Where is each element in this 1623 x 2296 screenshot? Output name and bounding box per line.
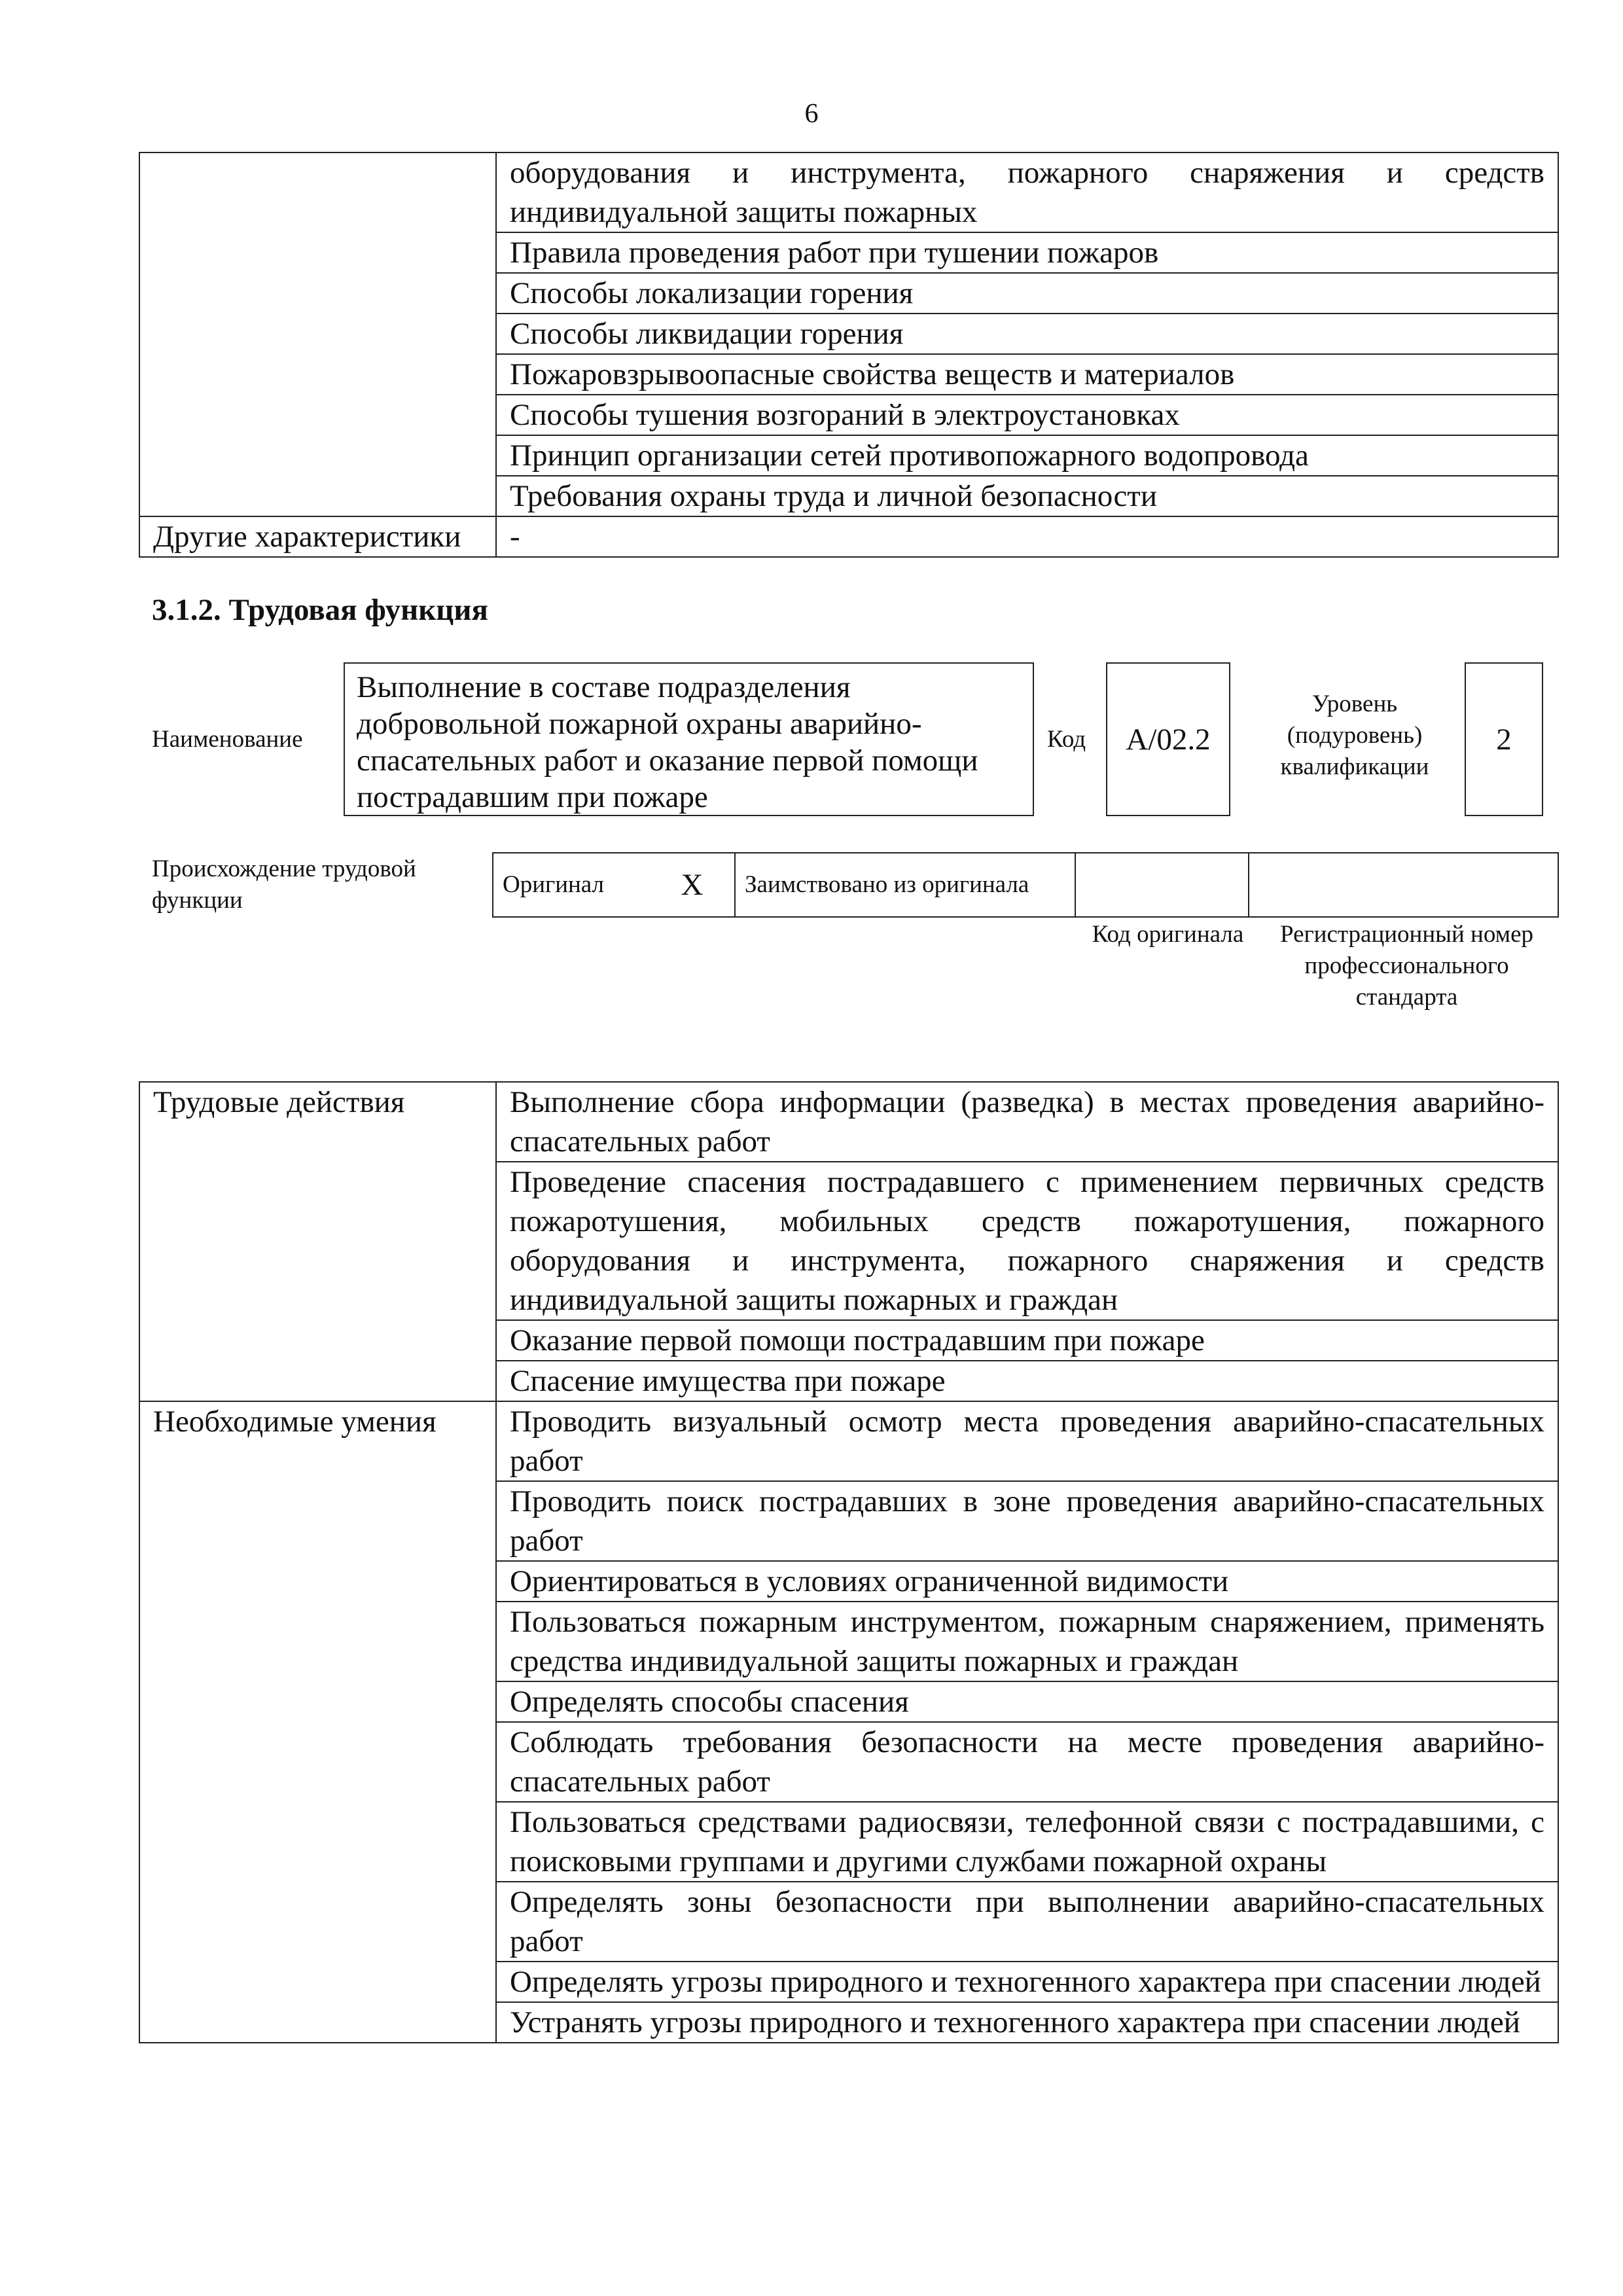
borrowed-label: Заимствовано из оригинала — [735, 853, 1075, 917]
skill-item: Определять зоны безопасности при выполнении аварийно-спасательных работ — [496, 1882, 1558, 1962]
labor-action-item: Проведение спасения пострадавшего с применением первичных средств пожаротушения, мобильных средств пожаротушения, пожарного оборудования и инструмента, пожарного снаряжения и средств индивидуальной защиты пожарных и граждан — [496, 1162, 1558, 1320]
section-heading: 3.1.2. Трудовая функция — [152, 593, 488, 627]
skill-item: Ориентироваться в условиях ограниченной видимости — [496, 1561, 1558, 1602]
name-label: Наименование — [152, 726, 303, 753]
skill-item: Пользоваться пожарным инструментом, пожарным снаряжением, применять средства индивидуальной защиты пожарных и граждан — [496, 1602, 1558, 1681]
labor-action-item: Спасение имущества при пожаре — [496, 1361, 1558, 1401]
function-name-box: Выполнение в составе подразделения добровольной пожарной охраны аварийно-спасательных работ и оказание первой помощи пострадавшим при пожаре — [344, 662, 1034, 816]
page-number: 6 — [804, 99, 819, 129]
other-characteristics-value: - — [496, 516, 1558, 557]
skill-item: Проводить визуальный осмотр места проведения аварийно-спасательных работ — [496, 1401, 1558, 1481]
original-mark: X — [650, 853, 735, 917]
original-code-cell — [1075, 853, 1249, 917]
knowledge-item: Требования охраны труда и личной безопасности — [496, 476, 1558, 516]
original-label: Оригинал — [493, 853, 650, 917]
skill-item: Проводить поиск пострадавших в зоне проведения аварийно-спасательных работ — [496, 1481, 1558, 1561]
knowledge-item: Правила проведения работ при тушении пожаров — [496, 232, 1558, 273]
code-label: Код — [1047, 726, 1086, 753]
origin-label: Происхождение трудовой функции — [152, 855, 416, 914]
knowledge-item: Способы тушения возгораний в электроустановках — [496, 395, 1558, 435]
labor-function-table — [139, 1081, 1559, 2043]
level-label-line: Уровень — [1311, 691, 1398, 717]
level-label-line: (подуровень) — [1287, 722, 1423, 749]
skill-item: Устранять угрозы природного и техногенного характера при спасении людей — [496, 2002, 1558, 2043]
skill-item: Пользоваться средствами радиосвязи, телефонной связи с пострадавшими, с поисковыми группами и другими службами пожарной охраны — [496, 1802, 1558, 1882]
registration-number-caption: Регистрационный номер профессионального стандарта — [1279, 921, 1533, 1011]
origin-table — [492, 852, 1559, 918]
level-label — [1260, 689, 1450, 783]
labor-action-item: Выполнение сбора информации (разведка) в местах проведения аварийно-спасательных работ — [496, 1082, 1558, 1162]
skill-item: Определять угрозы природного и техногенного характера при спасении людей — [496, 1962, 1558, 2002]
original-code-caption: Код оригинала — [1092, 921, 1244, 948]
knowledge-item: Пожаровзрывоопасные свойства веществ и материалов — [496, 354, 1558, 395]
knowledge-item: Принцип организации сетей противопожарного водопровода — [496, 435, 1558, 476]
knowledge-table-continued — [139, 152, 1559, 558]
level-label-line: квалификации — [1280, 753, 1429, 780]
code-value-box: А/02.2 — [1106, 662, 1230, 816]
knowledge-item: Способы ликвидации горения — [496, 314, 1558, 354]
registration-number-cell — [1249, 853, 1558, 917]
other-characteristics-label: Другие характеристики — [139, 516, 496, 557]
required-skills-label: Необходимые умения — [139, 1401, 496, 2043]
skill-item: Определять способы спасения — [496, 1681, 1558, 1722]
knowledge-item: Способы локализации горения — [496, 273, 1558, 314]
level-value-box: 2 — [1465, 662, 1543, 816]
labor-actions-label: Трудовые действия — [139, 1082, 496, 1401]
labor-action-item: Оказание первой помощи пострадавшим при пожаре — [496, 1320, 1558, 1361]
skill-item: Соблюдать требования безопасности на месте проведения аварийно-спасательных работ — [496, 1722, 1558, 1802]
empty-label-cell — [139, 152, 496, 516]
knowledge-item: оборудования и инструмента, пожарного снаряжения и средств индивидуальной защиты пожарных — [496, 152, 1558, 232]
